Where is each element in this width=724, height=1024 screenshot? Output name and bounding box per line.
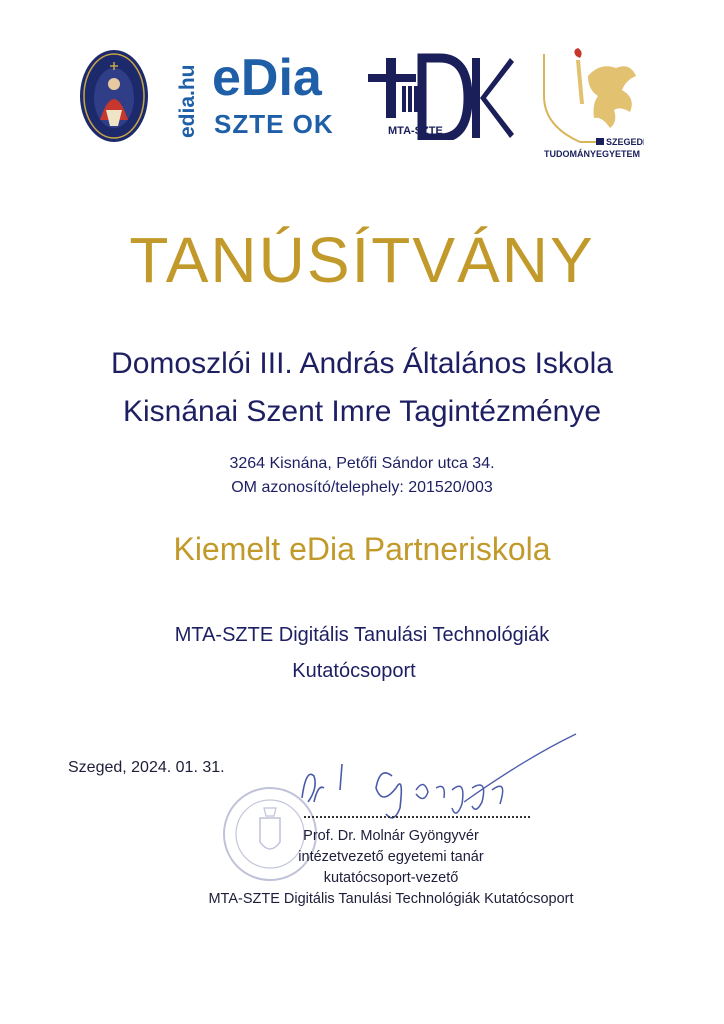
svg-text:edia.hu: edia.hu	[176, 64, 199, 138]
svg-text:MTA-SZTE: MTA-SZTE	[388, 125, 443, 137]
edia-logo-sub: SZTE OK	[214, 109, 334, 139]
edia-hu-logo	[174, 54, 200, 138]
research-group-line2: Kutatócsoport	[292, 660, 416, 682]
signatory-block	[192, 826, 590, 910]
certificate-title: TANÚSÍTVÁNY	[129, 224, 595, 296]
signatory-role2: kutatócsoport-vezető	[323, 870, 459, 886]
edia-logo-main: eDia	[212, 49, 322, 107]
school-name-line1: Domoszlói III. András Általános Iskola	[111, 347, 613, 380]
szte-line2: TUDOMÁNYEGYETEM	[544, 149, 641, 159]
handwritten-signature	[296, 728, 586, 838]
szte-griffin-logo	[540, 46, 644, 164]
mta-seal-icon	[78, 48, 150, 144]
signatory-org: MTA-SZTE Digitális Tanulási Technológiák Kutatócsoport	[208, 891, 574, 907]
signatory-name: Prof. Dr. Molnár Gyöngyvér	[303, 828, 479, 844]
school-name	[0, 340, 724, 436]
research-group-line1: MTA-SZTE Digitális Tanulási Technológiák	[174, 624, 550, 646]
award-title: Kiemelt eDia Partneriskola	[173, 531, 551, 567]
tdk-logo	[368, 52, 514, 140]
school-name-line2: Kisnánai Szent Imre Tagintézménye	[122, 395, 602, 428]
school-address	[0, 452, 724, 500]
om-id-line: OM azonosító/telephely: 201520/003	[231, 479, 493, 496]
szte-line1: SZEGEDI	[606, 137, 644, 147]
place-date: Szeged, 2024. 01. 31.	[68, 759, 225, 776]
signatory-role1: intézetvezető egyetemi tanár	[298, 849, 484, 865]
address-line: 3264 Kisnána, Petőfi Sándor utca 34.	[229, 455, 495, 472]
signature-line	[304, 816, 530, 818]
